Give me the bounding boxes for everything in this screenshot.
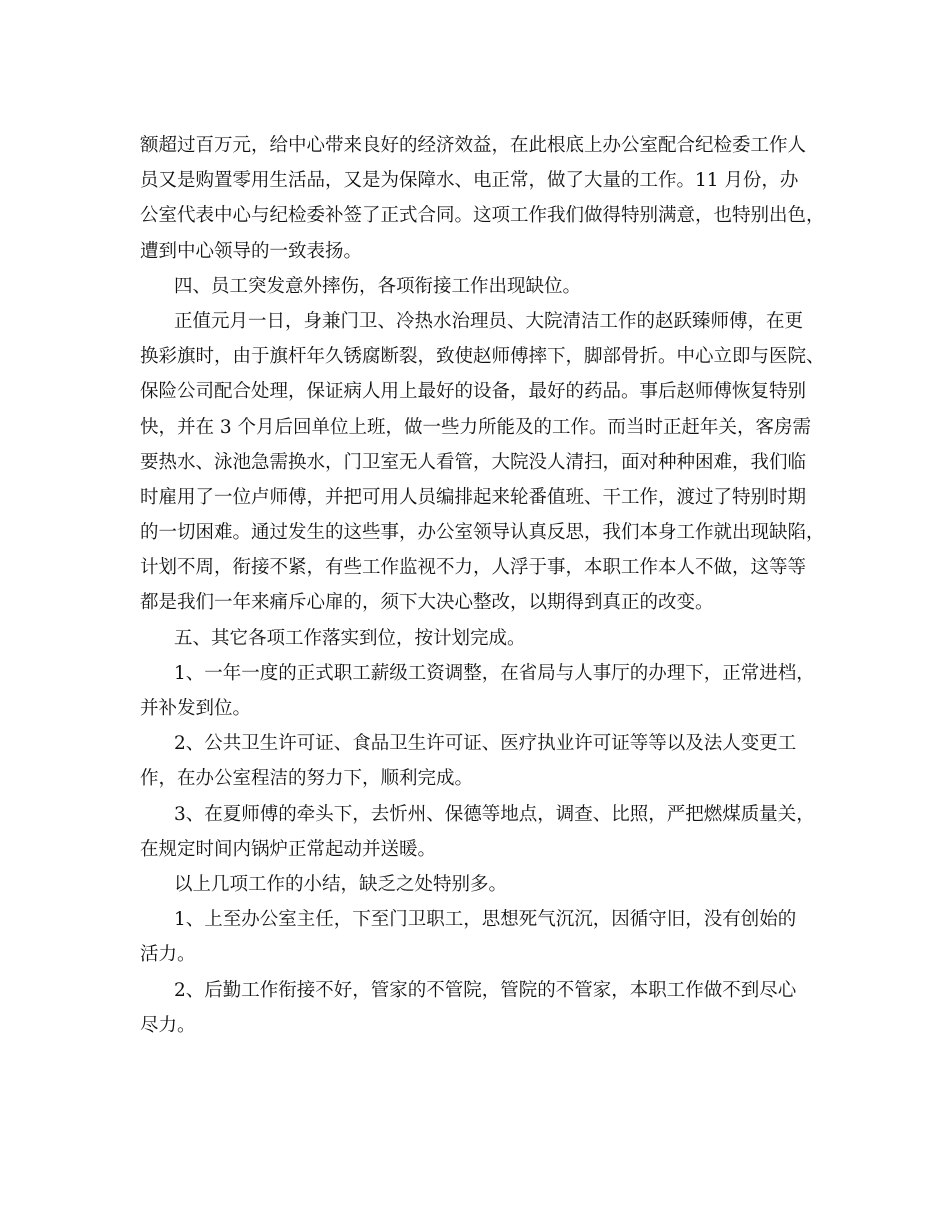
- text-line: 保险公司配合处理，保证病人用上最好的设备，最好的药品。事后赵师傅恢复特别: [140, 381, 807, 403]
- text-line: 额超过百万元，给中心带来良好的经济效益，在此根底上办公室配合纪检委工作人: [140, 135, 807, 156]
- text-line: 员又是购置零用生活品，又是为保障水、电正常，做了大量的工作。11 月份，办: [140, 170, 799, 192]
- section-heading: 五、其它各项工作落实到位，按计划完成。: [174, 627, 526, 649]
- text-line: 活力。: [140, 944, 196, 966]
- text-line: 尽力。: [140, 1014, 196, 1036]
- text-line: 时雇用了一位卢师傅，并把可用人员编排起来轮番值班、干工作，渡过了特别时期: [140, 486, 807, 508]
- list-item: 1、一年一度的正式职工薪级工资调整，在省局与人事厅的办理下，正常进档，: [174, 662, 815, 684]
- section-heading: 四、员工突发意外摔伤，各项衔接工作出现缺位。: [174, 275, 582, 297]
- text-line: 在规定时间内锅炉正常起动并送暖。: [140, 838, 437, 860]
- text-line: 的一切困难。通过发生的这些事，办公室领导认真反思，我们本身工作就出现缺陷，: [140, 522, 825, 544]
- text-line: 计划不周，衔接不紧，有些工作监视不力，人浮于事，本职工作本人不做，这等等: [140, 557, 807, 579]
- text-line: 公室代表中心与纪检委补签了正式合同。这项工作我们做得特别满意，也特别出色，: [140, 205, 825, 227]
- list-item: 1、上至办公室主任，下至门卫职工，思想死气沉沉，因循守旧，没有创始的: [174, 909, 797, 931]
- list-item: 2、后勤工作衔接不好，管家的不管院，管院的不管家，本职工作做不到尽心: [174, 979, 797, 1001]
- text-line: 要热水、泳池急需换水，门卫室无人看管，大院没人清扫，面对种种困难，我们临: [140, 451, 807, 473]
- text-line: 并补发到位。: [140, 698, 252, 719]
- text-line: 换彩旗时，由于旗杆年久锈腐断裂，致使赵师傅摔下，脚部骨折。中心立即与医院、: [140, 346, 825, 368]
- text-line: 作，在办公室程洁的努力下，顺利完成。: [140, 768, 474, 790]
- text-line: 都是我们一年来痛斥心扉的，须下大决心整改，以期得到真正的改变。: [140, 592, 714, 614]
- list-item: 2、公共卫生许可证、食品卫生许可证、医疗执业许可证等等以及法人变更工: [174, 733, 797, 755]
- document-body: [140, 128, 830, 1043]
- list-item: 3、在夏师傅的牵头下，去忻州、保德等地点，调查、比照，严把燃煤质量关，: [174, 803, 815, 825]
- text-line: 快，并在 3 个月后回单位上班，做一些力所能及的工作。而当时正赶年关，客房需: [140, 416, 812, 438]
- text-line: 以上几项工作的小结，缺乏之处特别多。: [174, 873, 508, 895]
- text-line: 遭到中心领导的一致表扬。: [140, 240, 363, 262]
- text-line: 正值元月一日，身兼门卫、冷热水治理员、大院清洁工作的赵跃臻师傅，在更: [174, 310, 804, 332]
